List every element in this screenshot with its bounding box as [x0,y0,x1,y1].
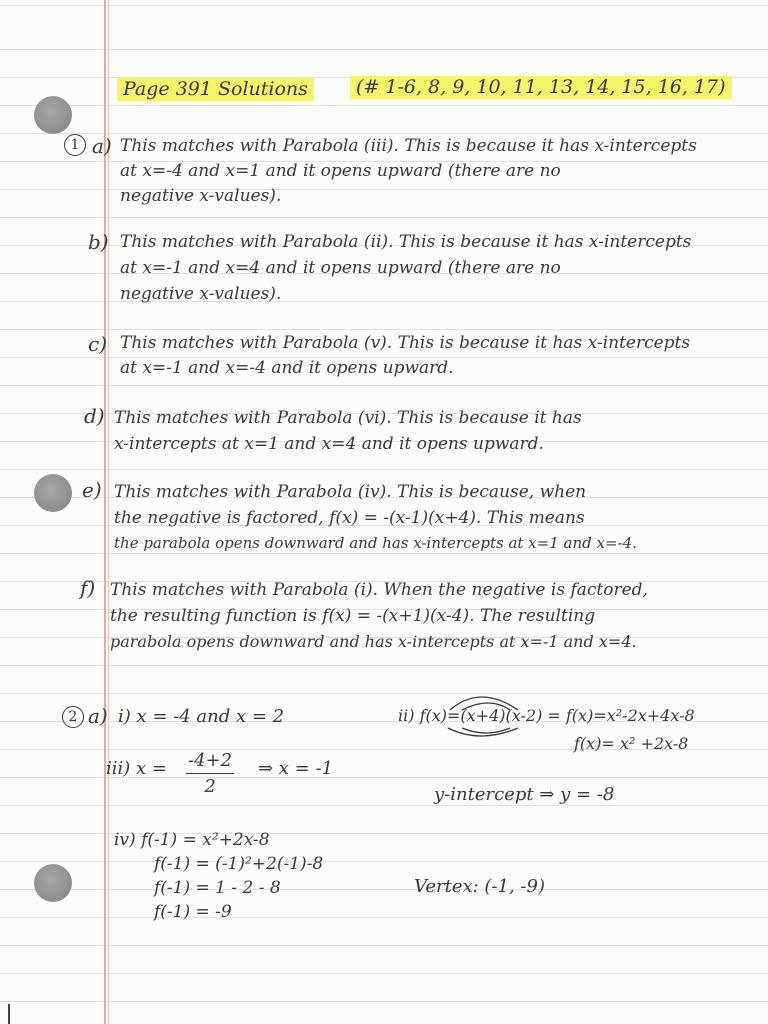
problem-list: (# 1-6, 8, 9, 10, 11, 13, 14, 15, 16, 17) [350,76,732,99]
q1f-line-2: the resulting function is f(x) = -(x+1)(x-4). The resulting [110,606,596,626]
q1a-line-2: at x=-4 and x=1 and it opens upward (there are no [120,161,561,181]
q2a-label: a) [88,704,108,728]
q1a-label: a) [92,134,112,158]
q2-y-intercept: y-intercept ⇒ y = -8 [434,784,615,805]
q1a-line-1: This matches with Parabola (iii). This is because it has x-intercepts [120,136,697,156]
q1d-line-1: This matches with Parabola (vi). This is because it has [114,408,582,428]
q1e-line-1: This matches with Parabola (iv). This is because, when [114,482,587,502]
foil-arrows [440,688,540,738]
q1b-line-3: negative x-values). [120,284,282,304]
q2-part-ii-result: f(x)= x² +2x-8 [574,734,689,753]
punch-hole-top [34,96,72,134]
q2-part-iii-fraction [186,750,234,797]
q2-part-iv-line-4: f(-1) = -9 [154,902,232,922]
q2-part-i: i) x = -4 and x = 2 [118,706,285,727]
q2-part-iv-line-1: iv) f(-1) = x²+2x-8 [114,830,270,850]
q2-part-iv-line-3: f(-1) = 1 - 2 - 8 [154,878,281,898]
q2-vertex: Vertex: (-1, -9) [414,876,545,897]
q1e-line-3: the parabola opens downward and has x-intercepts at x=1 and x=-4. [114,534,637,552]
punch-hole-middle [34,474,72,512]
fraction-denominator: 2 [204,776,216,797]
page-title: Page 391 Solutions [117,78,314,101]
q1d-line-2: x-intercepts at x=1 and x=4 and it opens upward. [114,434,544,454]
q1b-label: b) [88,230,109,254]
punch-hole-bottom [34,864,72,902]
q1b-line-2: at x=-1 and x=4 and it opens upward (there are no [120,258,561,278]
q1a-line-3: negative x-values). [120,186,282,206]
page-edge-mark [8,1004,10,1024]
q1c-line-2: at x=-1 and x=-4 and it opens upward. [120,358,454,378]
q1d-label: d) [84,404,105,428]
q1e-label: e) [82,478,102,502]
q1c-label: c) [88,332,108,356]
q1c-line-1: This matches with Parabola (v). This is because it has x-intercepts [120,333,691,353]
q1f-line-3: parabola opens downward and has x-intercepts at x=-1 and x=4. [110,632,637,651]
q1f-label: f) [80,576,96,600]
q1e-line-2: the negative is factored, f(x) = -(x-1)(x+4). This means [114,508,585,528]
q2-part-iii-result: ⇒ x = -1 [258,758,334,779]
q1b-line-1: This matches with Parabola (ii). This is because it has x-intercepts [120,232,692,252]
q1f-line-1: This matches with Parabola (i). When the negative is factored, [110,580,648,600]
question-2-number: 2 [62,704,84,728]
q2-part-iv-line-2: f(-1) = (-1)²+2(-1)-8 [154,854,324,874]
q2-part-ii-expansion: ii) f(x)=(x+4)(x-2) = f(x)=x²-2x+4x-8 [398,706,695,725]
question-1-number: 1 [64,132,86,156]
fraction-numerator: -4+2 [186,750,234,774]
q2-part-iii-prefix: iii) x = [106,758,167,779]
